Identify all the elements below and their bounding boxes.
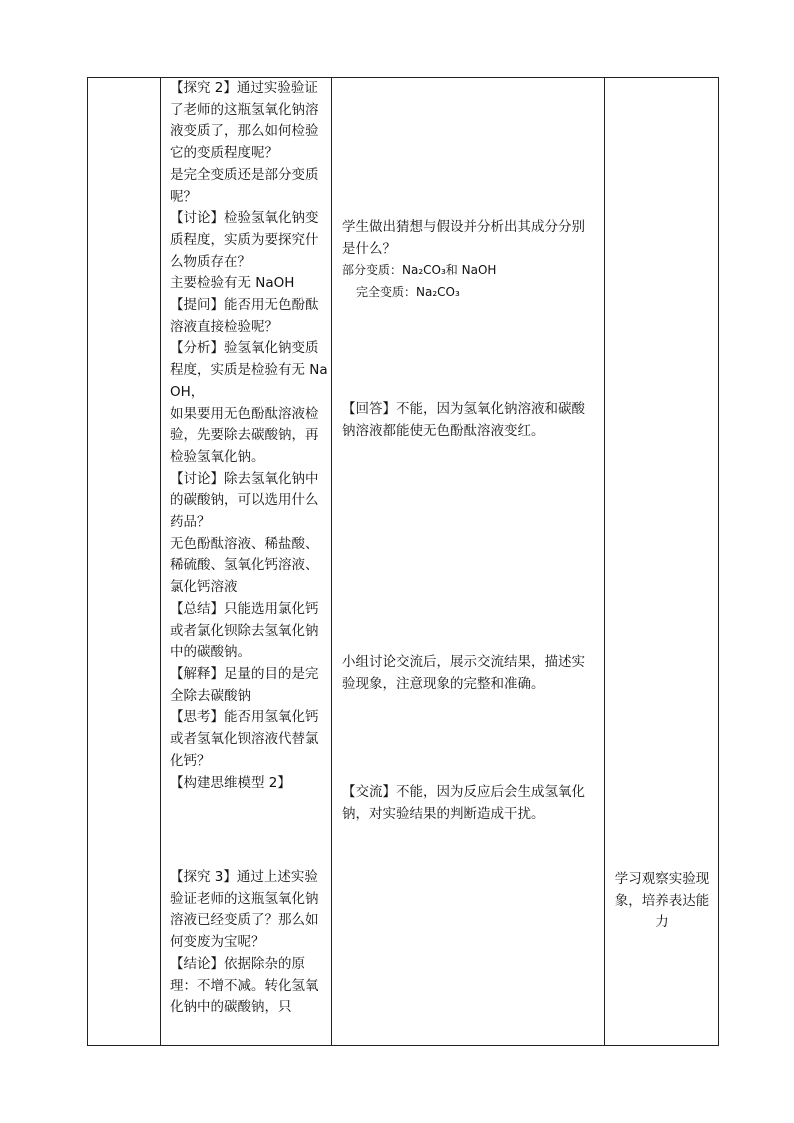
group-discussion-text: 小组讨论交流后，展示交流结果，描述实验现象，注意现象的完整和准确。: [342, 654, 585, 692]
partial-and: 和 NaOH: [445, 263, 497, 278]
purpose-text: 学习观察实验现象，培养表达能力: [614, 871, 710, 931]
design-intent-column: [605, 78, 719, 1045]
partial-label: 部分变质：: [342, 263, 403, 278]
inquiry-3-text: 【探究 3】通过上述实验验证老师的这瓶氢氧化钠溶液已经变质了？那么如何变废为宝呢？: [170, 869, 319, 951]
analysis-text: 【分析】验氢氧化钠变质程度，实质是检验有无 NaOH，: [170, 340, 328, 400]
analysis-continued-text: 如果要用无色酚酞溶液检验，先要除去碳酸钠，再检验氢氧化钠。: [170, 405, 319, 465]
partial-deterioration-line: [338, 260, 600, 282]
answer-text: 【回答】不能，因为氢氧化钠溶液和碳酸钠溶液都能使无色酚酞溶液变红。: [342, 401, 585, 439]
column-divider: [331, 78, 332, 1045]
complete-formula: Na₂CO₃: [416, 285, 460, 300]
reagents-text: 无色酚酞溶液、稀盐酸、稀硫酸、氢氧化钙溶液、氯化钙溶液: [170, 535, 319, 596]
explanation-text: 【解释】足量的目的是完全除去碳酸钠: [170, 665, 319, 704]
hypothesis-text: 学生做出猜想与假设并分析出其成分分别是什么？: [342, 219, 585, 257]
column-divider: [160, 78, 161, 1045]
complete-label: 完全变质：: [356, 285, 417, 300]
discussion-2-text: 【讨论】除去氢氧化钠中的碳酸钠，可以选用什么药品？: [170, 470, 319, 531]
conclusion-text: 【结论】依据除杂的原理：不增不减。转化氢氧化钠中的碳酸钠，只: [170, 955, 319, 1016]
lesson-table: [87, 77, 719, 1046]
partial-formula: Na₂CO₃: [402, 263, 446, 278]
ask-text: 【提问】能否用无色酚酞溶液直接检验呢？: [170, 297, 319, 335]
discussion-text: 【讨论】检验氢氧化钠变质程度，实质为要探究什么物质存在？: [170, 210, 319, 270]
think-text: 【思考】能否用氢氧化钙或者氢氧化钡溶液代替氯化钙？: [170, 709, 319, 769]
inquiry-2-text: 【探究 2】通过实验验证了老师的这瓶氢氧化钠溶液变质了，那么如何检验它的变质程度呢？: [170, 80, 319, 162]
student-activity-column: [338, 78, 600, 1045]
question-text: 是完全变质还是部分变质呢？: [170, 166, 319, 205]
exchange-text: 【交流】不能，因为反应后会生成氢氧化钠，对实验结果的判断造成干扰。: [342, 784, 585, 822]
main-check-text: 主要检验有无 NaOH: [170, 275, 295, 292]
teacher-activity-column: [168, 78, 331, 1045]
complete-deterioration-line: [338, 282, 600, 304]
summary-text: 【总结】只能选用氯化钙或者氯化钡除去氢氧化钠中的碳酸钠。: [170, 600, 319, 661]
model-2-text: 【构建思维模型 2】: [170, 774, 291, 791]
